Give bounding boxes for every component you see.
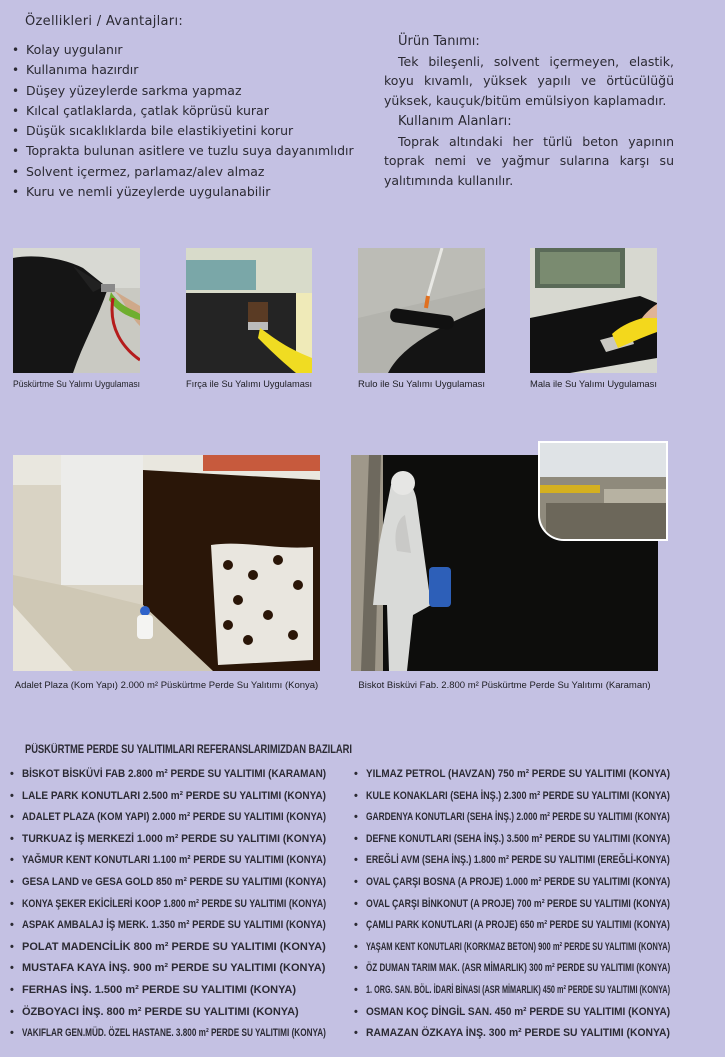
reference-item: • BİSKOT BİSKÜVİ FAB 2.800 m² PERDE SU YALITIMI (KARAMAN) bbox=[10, 764, 430, 786]
feature-item: • Kullanıma hazırdır bbox=[12, 60, 354, 80]
reference-item: • KULE KONAKLARI (SEHA İNŞ.) 2.300 m² PERDE SU YALITIMI (KONYA) bbox=[354, 786, 725, 808]
feature-item: • Solvent içermez, parlamaz/alev almaz bbox=[12, 162, 354, 182]
bullet: • bbox=[354, 832, 358, 845]
reference-item: • KONYA ŞEKER EKİCİLERİ KOOP 1.800 m² PERDE SU YALITIMI (KONYA) bbox=[10, 894, 430, 916]
reference-item: • ÇAMLI PARK KONUTLARI (A PROJE) 650 m² PERDE SU YALITIMI (KONYA) bbox=[354, 915, 725, 937]
bullet: • bbox=[12, 164, 20, 179]
bullet: • bbox=[10, 768, 14, 780]
bullet: • bbox=[12, 185, 20, 200]
usage-title: Kullanım Alanları: bbox=[398, 114, 512, 129]
usage-text: Toprak altındaki her türlü beton yapının toprak nemi ve yağmur sularına karşı su yalıtımında kullanılır. bbox=[384, 133, 674, 188]
project-caption: Biskot Bisküvi Fab. 2.800 m² Püskürtme Perde Su Yalıtımı (Karaman) bbox=[358, 680, 651, 691]
references-title: PÜSKÜRTME PERDE SU YALITIMLARI REFERANSLARIMIZDAN BAZILARI bbox=[25, 744, 352, 756]
roller-method-photo bbox=[358, 248, 485, 373]
reference-item: • ASPAK AMBALAJ İŞ MERK. 1.350 m² PERDE SU YALITIMI (KONYA) bbox=[10, 915, 430, 937]
reference-item: • OVAL ÇARŞI BOSNA (A PROJE) 1.000 m² PERDE SU YALITIMI (KONYA) bbox=[354, 872, 725, 894]
reference-item: • DEFNE KONUTLARI (SEHA İNŞ.) 3.500 m² PERDE SU YALITIMI (KONYA) bbox=[354, 829, 725, 851]
project-caption: Adalet Plaza (Kom Yapı) 2.000 m² Püskürtme Perde Su Yalıtımı (Konya) bbox=[14, 680, 319, 691]
feature-item: • Kolay uygulanır bbox=[12, 40, 354, 60]
bullet: • bbox=[10, 1005, 14, 1018]
bullet: • bbox=[12, 63, 20, 78]
reference-item: • EREĞLİ AVM (SEHA İNŞ.) 1.800 m² PERDE SU YALITIMI (EREĞLİ-KONYA) bbox=[354, 850, 725, 872]
bullet: • bbox=[354, 875, 358, 888]
reference-item: • OSMAN KOÇ DİNGİL SAN. 450 m² PERDE SU YALITIMI (KONYA) bbox=[354, 1002, 725, 1024]
bullet: • bbox=[10, 854, 14, 867]
reference-item: • ÖZ DUMAN TARIM MAK. (ASR MİMARLIK) 300 m² PERDE SU YALITIMI (KONYA) bbox=[354, 958, 725, 980]
bullet: • bbox=[354, 768, 358, 780]
feature-item: • Düşük sıcaklıklarda bile elastikiyetini korur bbox=[12, 121, 354, 141]
reference-item: • FERHAS İNŞ. 1.500 m² PERDE SU YALITIMI (KONYA) bbox=[10, 980, 430, 1002]
spray-method-photo bbox=[13, 248, 140, 373]
reference-item: • 1. ORG. SAN. BÖL. İDARİ BİNASI (ASR MİMARLIK) 450 m² PERDE SU YALITIMI (KONYA) bbox=[354, 980, 725, 1002]
feature-item: • Toprakta bulunan asitlere ve tuzlu suya dayanımlıdır bbox=[12, 141, 354, 161]
reference-item: • ÖZBOYACI İNŞ. 800 m² PERDE SU YALITIMI (KONYA) bbox=[10, 1002, 430, 1024]
bullet: • bbox=[10, 919, 14, 932]
bullet: • bbox=[354, 1005, 358, 1018]
method-caption: Fırça ile Su Yalımı Uygulaması bbox=[186, 379, 313, 390]
bullet: • bbox=[354, 919, 358, 932]
reference-item: • POLAT MADENCİLİK 800 m² PERDE SU YALITIMI (KONYA) bbox=[10, 937, 430, 959]
bullet: • bbox=[12, 43, 20, 57]
product-title: Ürün Tanımı: bbox=[398, 34, 480, 49]
bullet: • bbox=[354, 1027, 358, 1040]
bullet: • bbox=[12, 103, 20, 118]
bullet: • bbox=[10, 1027, 14, 1040]
reference-item: • LALE PARK KONUTLARI 2.500 m² PERDE SU YALITIMI (KONYA) bbox=[10, 786, 430, 808]
reference-item: • GESA LAND ve GESA GOLD 850 m² PERDE SU YALITIMI (KONYA) bbox=[10, 872, 430, 894]
trowel-method-photo bbox=[530, 248, 657, 373]
bullet: • bbox=[354, 897, 358, 910]
reference-item: • RAMAZAN ÖZKAYA İNŞ. 300 m² PERDE SU YALITIMI (KONYA) bbox=[354, 1023, 725, 1045]
reference-item: • YILMAZ PETROL (HAVZAN) 750 m² PERDE SU YALITIMI (KONYA) bbox=[354, 764, 725, 786]
brush-method-photo bbox=[186, 248, 312, 373]
reference-item: • YAĞMUR KENT KONUTLARI 1.100 m² PERDE SU YALITIMI (KONYA) bbox=[10, 850, 430, 872]
bullet: • bbox=[10, 811, 14, 824]
reference-item: • MUSTAFA KAYA İNŞ. 900 m² PERDE SU YALITIMI (KONYA) bbox=[10, 958, 430, 980]
biskot-inset-photo bbox=[538, 441, 668, 541]
bullet: • bbox=[354, 854, 358, 867]
reference-item: • TURKUAZ İŞ MERKEZİ 1.000 m² PERDE SU YALITIMI (KONYA) bbox=[10, 829, 430, 851]
reference-item: • OVAL ÇARŞI BİNKONUT (A PROJE) 700 m² PERDE SU YALITIMI (KONYA) bbox=[354, 894, 725, 916]
bullet: • bbox=[10, 897, 14, 910]
bullet: • bbox=[10, 789, 14, 802]
method-caption: Püskürtme Su Yalımı Uygulaması bbox=[13, 379, 141, 390]
method-caption: Rulo ile Su Yalımı Uygulaması bbox=[358, 379, 486, 390]
bullet: • bbox=[10, 875, 14, 888]
product-info bbox=[384, 32, 674, 190]
reference-item: • YAŞAM KENT KONUTLARI (KORKMAZ BETON) 900 m² PERDE SU YALITIMI (KONYA) bbox=[354, 937, 725, 959]
bullet: • bbox=[10, 962, 14, 975]
feature-item: • Düşey yüzeylerde sarkma yapmaz bbox=[12, 81, 354, 101]
bullet: • bbox=[354, 962, 358, 975]
reference-item: • GARDENYA KONUTLARI (SEHA İNŞ.) 2.000 m² PERDE SU YALITIMI (KONYA) bbox=[354, 807, 725, 829]
bullet: • bbox=[12, 124, 20, 139]
product-text: Tek bileşenli, solvent içermeyen, elastik, koyu kıvamlı, yüksek yapılı ve örtücülüğü yüksek, kauçuk/bitüm emülsiyon kaplamadır. bbox=[384, 53, 674, 108]
bullet: • bbox=[354, 811, 358, 824]
reference-item: • ADALET PLAZA (KOM YAPI) 2.000 m² PERDE SU YALITIMI (KONYA) bbox=[10, 807, 430, 829]
feature-item: • Kılcal çatlaklarda, çatlak köprüsü kurar bbox=[12, 101, 354, 121]
bullet: • bbox=[354, 983, 358, 996]
bullet: • bbox=[12, 83, 20, 98]
references-right-column bbox=[354, 764, 725, 1045]
bullet: • bbox=[354, 940, 358, 953]
features-title: Özellikleri / Avantajları: bbox=[25, 14, 184, 29]
bullet: • bbox=[354, 789, 358, 802]
features-list bbox=[12, 40, 354, 202]
bullet: • bbox=[10, 940, 14, 953]
feature-item: • Kuru ve nemli yüzeylerde uygulanabilir bbox=[12, 182, 354, 202]
bullet: • bbox=[10, 983, 14, 996]
method-caption: Mala ile Su Yalımı Uygulaması bbox=[530, 379, 657, 390]
bullet: • bbox=[10, 832, 14, 845]
adalet-plaza-photo bbox=[13, 455, 320, 671]
reference-item: • VAKIFLAR GEN.MÜD. ÖZEL HASTANE. 3.800 m² PERDE SU YALITIMI (KONYA) bbox=[10, 1023, 430, 1045]
bullet: • bbox=[12, 144, 20, 159]
